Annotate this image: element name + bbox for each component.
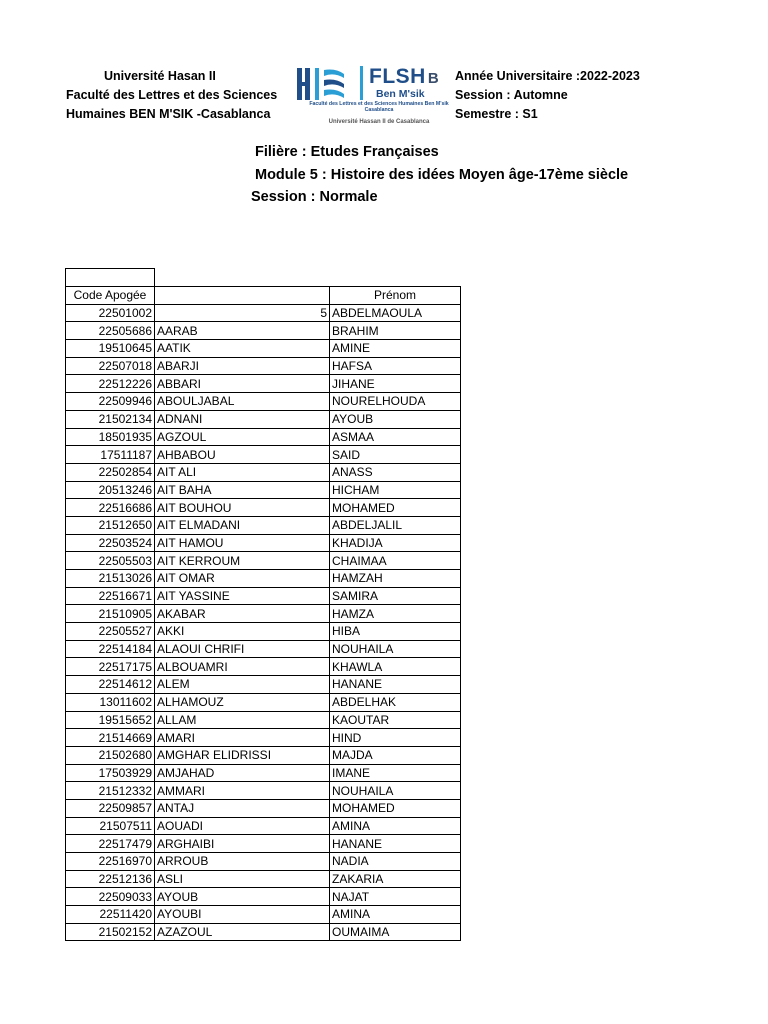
table-row xyxy=(66,393,461,411)
cell-code-apogee: 21512332 xyxy=(66,782,155,800)
table-row xyxy=(66,304,461,322)
filiere-title: Filière : Etudes Françaises xyxy=(255,144,439,160)
table-row xyxy=(66,516,461,534)
cell-nom: AARAB xyxy=(155,322,330,340)
cell-code-apogee: 21514669 xyxy=(66,729,155,747)
cell-nom: AYOUB xyxy=(155,888,330,906)
table-row xyxy=(66,853,461,871)
cell-prenom: NOUHAILA xyxy=(330,782,461,800)
cell-prenom: HIBA xyxy=(330,623,461,641)
cell-prenom: NOURELHOUDA xyxy=(330,393,461,411)
cell-prenom: CHAIMAA xyxy=(330,552,461,570)
cell-nom: AIT BAHA xyxy=(155,481,330,499)
cell-prenom: MAJDA xyxy=(330,746,461,764)
cell-nom: AKKI xyxy=(155,623,330,641)
cell-prenom: KHAWLA xyxy=(330,658,461,676)
cell-nom: ABBARI xyxy=(155,375,330,393)
cell-nom: AMJAHAD xyxy=(155,764,330,782)
cell-nom: ABOULJABAL xyxy=(155,393,330,411)
cell-prenom: HANANE xyxy=(330,676,461,694)
logo-divider xyxy=(360,66,364,100)
column-header-name xyxy=(155,287,330,305)
cell-nom: ALBOUAMRI xyxy=(155,658,330,676)
student-table xyxy=(65,286,461,941)
table-row xyxy=(66,729,461,747)
cell-prenom: MOHAMED xyxy=(330,799,461,817)
cell-nom: ASLI xyxy=(155,870,330,888)
table-row xyxy=(66,428,461,446)
cell-code-apogee: 22509857 xyxy=(66,799,155,817)
cell-prenom: ABDELHAK xyxy=(330,693,461,711)
table-row xyxy=(66,817,461,835)
cell-prenom: KAOUTAR xyxy=(330,711,461,729)
cell-nom: AIT HAMOU xyxy=(155,534,330,552)
table-row xyxy=(66,799,461,817)
cell-prenom: AMINA xyxy=(330,906,461,924)
logo-faculty: Faculté des Lettres et des Sciences Humaines Ben M'sik Casablanca xyxy=(309,101,449,114)
table-row xyxy=(66,870,461,888)
cell-nom: AYOUBI xyxy=(155,906,330,924)
document-titles xyxy=(251,141,629,209)
cell-code-apogee: 19510645 xyxy=(66,340,155,358)
cell-code-apogee: 22514184 xyxy=(66,640,155,658)
cell-code-apogee: 22512136 xyxy=(66,870,155,888)
cell-nom: AIT OMAR xyxy=(155,570,330,588)
table-row xyxy=(66,782,461,800)
table-row xyxy=(66,322,461,340)
flsh-logo xyxy=(294,64,456,128)
cell-code-apogee: 21502680 xyxy=(66,746,155,764)
cell-prenom: KHADIJA xyxy=(330,534,461,552)
table-row xyxy=(66,746,461,764)
cell-code-apogee: 22505503 xyxy=(66,552,155,570)
cell-prenom: ABDELJALIL xyxy=(330,516,461,534)
cell-nom: ANTAJ xyxy=(155,799,330,817)
cell-prenom: NAJAT xyxy=(330,888,461,906)
table-row xyxy=(66,410,461,428)
cell-code-apogee: 18501935 xyxy=(66,428,155,446)
cell-nom: ABARJI xyxy=(155,357,330,375)
table-row xyxy=(66,906,461,924)
cell-prenom: HANANE xyxy=(330,835,461,853)
cell-code-apogee: 19515652 xyxy=(66,711,155,729)
table-row xyxy=(66,463,461,481)
faculty-name-line1: Faculté des Lettres et des Sciences xyxy=(66,88,278,102)
table-row xyxy=(66,711,461,729)
cell-prenom: HICHAM xyxy=(330,481,461,499)
cell-prenom: HIND xyxy=(330,729,461,747)
cell-prenom: HAFSA xyxy=(330,357,461,375)
cell-nom: AIT YASSINE xyxy=(155,587,330,605)
cell-prenom: SAID xyxy=(330,446,461,464)
table-row xyxy=(66,658,461,676)
table-row xyxy=(66,534,461,552)
cell-prenom: MOHAMED xyxy=(330,499,461,517)
cell-prenom: ANASS xyxy=(330,463,461,481)
table-row xyxy=(66,676,461,694)
cell-code-apogee: 21510905 xyxy=(66,605,155,623)
cell-nom: AHBABOU xyxy=(155,446,330,464)
cell-nom: ALAOUI CHRIFI xyxy=(155,640,330,658)
session-title: Session : Normale xyxy=(251,189,378,205)
cell-code-apogee: 21512650 xyxy=(66,516,155,534)
cell-prenom: BRAHIM xyxy=(330,322,461,340)
cell-nom: AZAZOUL xyxy=(155,923,330,941)
session-season: Session : Automne xyxy=(455,88,568,102)
cell-code-apogee: 21502152 xyxy=(66,923,155,941)
cell-prenom: ASMAA xyxy=(330,428,461,446)
cell-code-apogee: 22509033 xyxy=(66,888,155,906)
cell-code-apogee: 22505686 xyxy=(66,322,155,340)
column-header-code: Code Apogée xyxy=(66,287,155,305)
cell-code-apogee: 21507511 xyxy=(66,817,155,835)
table-row xyxy=(66,552,461,570)
logo-university: Université Hassan II de Casablanca xyxy=(328,119,430,125)
cell-nom: AMGHAR ELIDRISSI xyxy=(155,746,330,764)
table-row xyxy=(66,446,461,464)
cell-nom: ALLAM xyxy=(155,711,330,729)
cell-code-apogee: 22512226 xyxy=(66,375,155,393)
cell-code-apogee: 21513026 xyxy=(66,570,155,588)
cell-nom: AIT ALI xyxy=(155,463,330,481)
cell-nom: ALHAMOUZ xyxy=(155,693,330,711)
cell-prenom: NOUHAILA xyxy=(330,640,461,658)
cell-prenom: ABDELMAOULA xyxy=(330,304,461,322)
cell-code-apogee: 22505527 xyxy=(66,623,155,641)
table-row xyxy=(66,640,461,658)
university-header xyxy=(66,67,296,124)
faculty-name-line2: Humaines BEN M'SIK -Casablanca xyxy=(66,107,271,121)
cell-code-apogee: 21502134 xyxy=(66,410,155,428)
cell-nom: AIT ELMADANI xyxy=(155,516,330,534)
cell-prenom: ZAKARIA xyxy=(330,870,461,888)
cell-nom: AIT KERROUM xyxy=(155,552,330,570)
cell-nom: 5 xyxy=(155,304,330,322)
cell-prenom: SAMIRA xyxy=(330,587,461,605)
cell-nom: AMMARI xyxy=(155,782,330,800)
semester: Semestre : S1 xyxy=(455,107,538,121)
cell-code-apogee: 22507018 xyxy=(66,357,155,375)
cell-nom: AKABAR xyxy=(155,605,330,623)
cell-prenom: HAMZA xyxy=(330,605,461,623)
university-name: Université Hasan II xyxy=(104,69,216,83)
cell-code-apogee: 22516671 xyxy=(66,587,155,605)
cell-code-apogee: 17503929 xyxy=(66,764,155,782)
table-row xyxy=(66,835,461,853)
cell-code-apogee: 22511420 xyxy=(66,906,155,924)
table-row xyxy=(66,623,461,641)
table-row xyxy=(66,764,461,782)
logo-brand xyxy=(369,65,439,89)
module-title: Module 5 : Histoire des idées Moyen âge-17ème siècle xyxy=(255,166,629,183)
cell-prenom: JIHANE xyxy=(330,375,461,393)
table-row xyxy=(66,888,461,906)
table-row xyxy=(66,923,461,941)
cell-nom: AMARI xyxy=(155,729,330,747)
table-row xyxy=(66,357,461,375)
cell-prenom: IMANE xyxy=(330,764,461,782)
cell-code-apogee: 22502854 xyxy=(66,463,155,481)
table-row xyxy=(66,570,461,588)
cell-code-apogee: 22517479 xyxy=(66,835,155,853)
table-header-row xyxy=(66,287,461,305)
table-row xyxy=(66,605,461,623)
table-row xyxy=(66,340,461,358)
cell-code-apogee: 22503524 xyxy=(66,534,155,552)
logo-brand-suffix: B xyxy=(427,70,440,87)
logo-subtitle: Ben M'sik xyxy=(376,88,425,100)
cell-prenom: AMINA xyxy=(330,817,461,835)
cell-nom: AGZOUL xyxy=(155,428,330,446)
cell-nom: ALEM xyxy=(155,676,330,694)
column-header-prenom: Prénom xyxy=(330,287,461,305)
cell-code-apogee: 22514612 xyxy=(66,676,155,694)
table-row xyxy=(66,587,461,605)
cell-nom: AOUADI xyxy=(155,817,330,835)
cell-nom: AATIK xyxy=(155,340,330,358)
cell-code-apogee: 22516686 xyxy=(66,499,155,517)
cell-code-apogee: 17511187 xyxy=(66,446,155,464)
cell-code-apogee: 22516970 xyxy=(66,853,155,871)
table-top-cell xyxy=(65,268,155,287)
table-row xyxy=(66,481,461,499)
cell-nom: ARGHAIBI xyxy=(155,835,330,853)
table-row xyxy=(66,375,461,393)
cell-code-apogee: 20513246 xyxy=(66,481,155,499)
cell-nom: AIT BOUHOU xyxy=(155,499,330,517)
cell-nom: ARROUB xyxy=(155,853,330,871)
cell-code-apogee: 22501002 xyxy=(66,304,155,322)
cell-prenom: OUMAIMA xyxy=(330,923,461,941)
logo-brand-text: FLSH xyxy=(369,65,426,88)
cell-code-apogee: 13011602 xyxy=(66,693,155,711)
cell-code-apogee: 22509946 xyxy=(66,393,155,411)
cell-prenom: HAMZAH xyxy=(330,570,461,588)
cell-nom: ADNANI xyxy=(155,410,330,428)
cell-prenom: AYOUB xyxy=(330,410,461,428)
table-row xyxy=(66,499,461,517)
academic-year: Année Universitaire :2022-2023 xyxy=(455,69,640,83)
table-row xyxy=(66,693,461,711)
cell-prenom: AMINE xyxy=(330,340,461,358)
cell-prenom: NADIA xyxy=(330,853,461,871)
cell-code-apogee: 22517175 xyxy=(66,658,155,676)
session-info xyxy=(455,67,695,124)
